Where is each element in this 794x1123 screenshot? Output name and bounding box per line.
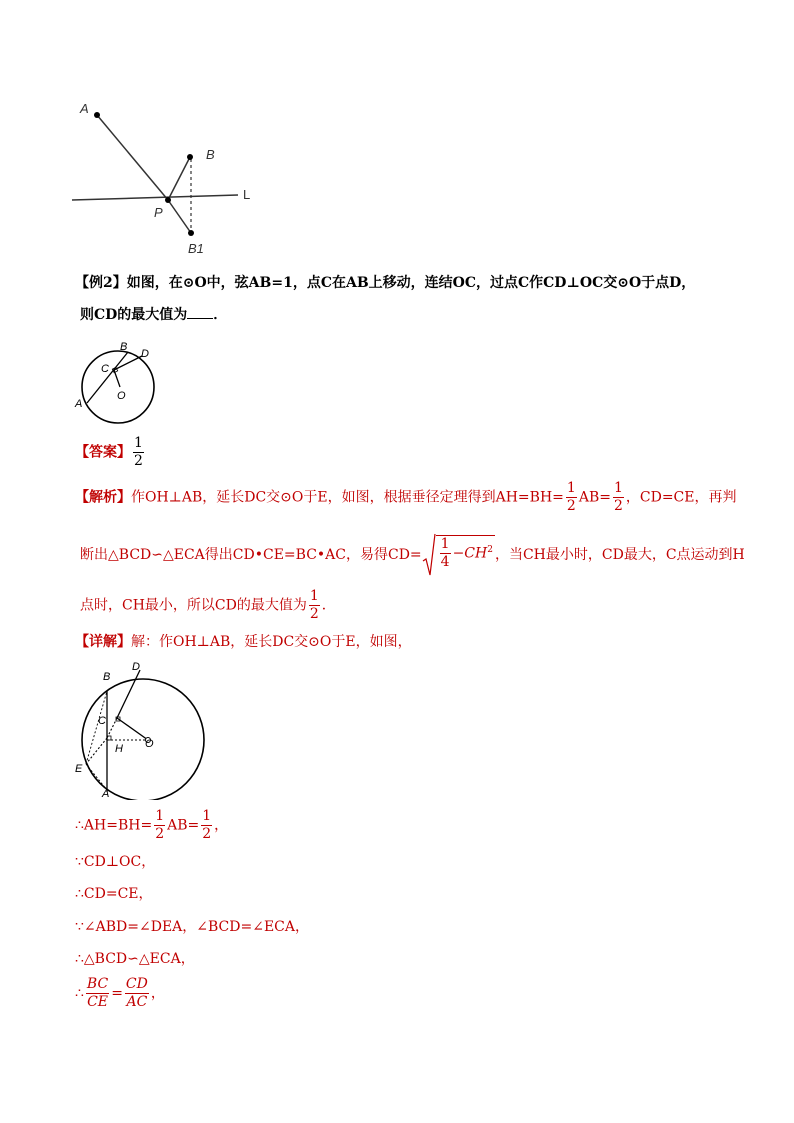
answer-blank [187,306,213,319]
svg-text:O: O [117,390,126,402]
svg-text:H: H [115,743,123,755]
answer-row: 【答案】 $\frac{1}{2}$ [75,435,143,469]
svg-text:A: A [75,398,83,410]
svg-text:C: C [98,715,106,727]
example2-line2: 则CD的最大值为 ． [80,307,228,323]
answer-tag: 【答案】 [75,444,131,461]
detail-intro: 【详解】解：作OH⊥AB，延长DC交⊙O于E，如图， [75,634,412,650]
label-P: P [154,205,163,220]
label-B: B [206,147,215,162]
detail-step2: ∵CD⊥OC， [75,854,156,870]
analysis-line3: 点时，CH最小，所以CD的最大值为 $\frac{1}{2}$ ． [80,588,336,622]
analysis-tag: 【解析】 [75,489,131,506]
svg-text:C: C [101,363,109,375]
detail-step3: ∴CD=CE， [75,886,153,902]
svg-text:D: D [132,661,140,673]
example2-tag: 【例2】 [75,275,127,291]
detail-step6: ∴ $\frac{BC}{CE}$ = $\frac{CD}{AC}$ ， [75,976,165,1010]
figure-circle-chord [65,335,165,430]
detail-step5: ∴△BCD∽△ECA， [75,951,195,967]
svg-text:A: A [102,788,110,800]
label-B1: B1 [188,241,204,256]
label-A: A [80,101,89,116]
analysis-line2: 断出△BCD∽△ECA得出CD•CE=BC•AC，易得CD= $\frac{1}{4}$ $-CH^2$ ，当CH最小时，CD最大，C点运动到H [80,533,745,577]
figure-circle-detail [70,660,210,800]
example2-line1: 【例2】如图，在⊙O中，弦AB=1，点C在AB上移动，连结OC，过点C作CD⊥OC交⊙O于点D， [75,275,696,291]
sqrt-expression: $\frac{1}{4}$ $-CH^2$ [422,533,495,577]
svg-text:E: E [75,763,83,775]
svg-text:O: O [145,738,154,750]
detail-step4: ∵∠ABD=∠DEA，∠BCD=∠ECA， [75,919,309,935]
label-L: L [243,187,251,202]
svg-text:B: B [120,341,128,353]
detail-step1: ∴AH=BH= $\frac{1}{2}$ AB= $\frac{1}{2}$ ， [75,808,229,842]
svg-text:D: D [141,348,149,360]
detail-tag: 【详解】 [75,634,131,650]
svg-text:B: B [103,671,111,683]
analysis-line1: 【解析】作OH⊥AB，延长DC交⊙O于E，如图，根据垂径定理得到AH=BH= $\frac{1}{2}$ AB= $\frac{1}{2}$ ，CD=CE，再判 [75,480,737,514]
figure-line-reflection [60,95,270,260]
